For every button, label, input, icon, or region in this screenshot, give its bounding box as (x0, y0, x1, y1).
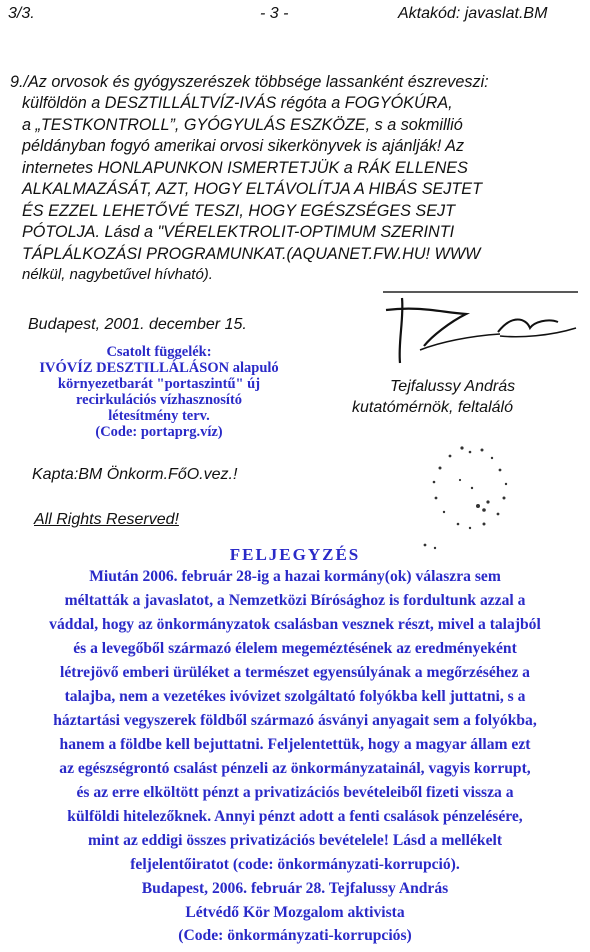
paragraph-line: külföldön a DESZTILLÁLTVÍZ-IVÁS régóta a FOGYÓKÚRA, (22, 94, 453, 112)
paragraph-line: a „TESTKONTROLL”, GYÓGYULÁS ESZKÖZE, s a sokmillió (22, 116, 463, 134)
date-place: Budapest, 2001. december 15. (28, 316, 247, 333)
rights-notice: All Rights Reserved! (34, 511, 179, 528)
signatory-name: Tejfalussy András (390, 378, 516, 395)
attachment-line: létesítmény terv. (108, 408, 210, 424)
note-line: háztartási vegyszerek földből származó ásványi anyagait sem a folyókba, (53, 712, 537, 729)
note-line: Létvédő Kör Mozgalom aktivista (185, 904, 405, 921)
paragraph-line: példányban fogyó amerikai orvosi sikerkönyvek is ajánlják! Az (22, 137, 465, 155)
note-line: feljelentőiratot (code: önkormányzati-korrupció). (130, 856, 460, 873)
file-code: Aktakód: javaslat.BM (398, 5, 548, 22)
paragraph-line: internetes HONLAPUNKON ISMERTETJÜK a RÁK ELLENES (22, 159, 468, 177)
note-line: mint az eddigi összes privatizációs bevételele! Lásd a mellékelt (87, 832, 503, 849)
recipient: Kapta:BM Önkorm.FőO.vez.! (32, 466, 238, 483)
handwritten-signature (380, 288, 580, 368)
attachment-line: környezetbarát "portaszintű" új (57, 376, 261, 392)
paragraph-line: 9./Az orvosok és gyógyszerészek többsége lassanként észreveszi: (10, 73, 489, 91)
page-number: - 3 - (260, 5, 289, 22)
attachment-line: Csatolt függelék: (106, 344, 212, 360)
paragraph-line: PÓTOLJA. Lásd a "VÉRELEKTROLIT-OPTIMUM SZERINTI (22, 223, 455, 241)
note-line: talajba, nem a vezetékes ivóvizet szolgáltató folyókba kell juttatni, s a (64, 688, 526, 705)
note-line: Budapest, 2006. február 28. Tejfalussy András (141, 880, 449, 897)
note-line: és az erre elköltött pénzt a privatizációs bevételeiből fizeti vissza a (76, 784, 514, 801)
stamp-mark (400, 440, 520, 550)
signatory-title: kutatómérnök, feltaláló (352, 399, 513, 416)
paragraph-line: TÁPLÁLKOZÁSI PROGRAMUNKAT.(AQUANET.FW.HU! WWW (22, 245, 481, 263)
note-line: hanem a földbe kell bejuttatni. Feljelentettük, hogy a magyar állam ezt (59, 736, 531, 753)
note-line: méltatták a javaslatot, a Nemzetközi Bírósághoz is fordultunk azzal a (64, 592, 526, 609)
paragraph-line: nélkül, nagybetűvel hívható). (22, 266, 213, 283)
note-line: (Code: önkormányzati-korrupciós) (178, 927, 412, 944)
paragraph-line: ALKALMAZÁSÁT, AZT, HOGY ELTÁVOLÍTJA A HIBÁS SEJTET (22, 180, 482, 198)
note-line: Miután 2006. február 28-ig a hazai kormány(ok) válaszra sem (89, 568, 501, 585)
attachment-line: recirkulációs vízhasznosító (75, 392, 243, 408)
note-line: külföldi hitelezőknek. Annyi pénzt adott a fenti csalások pénzelésére, (67, 808, 523, 825)
note-title: FELJEGYZÉS (229, 545, 361, 564)
attachment-line: (Code: portaprg.víz) (95, 424, 223, 440)
attachment-line: IVÓVÍZ DESZTILLÁLÁSON alapuló (39, 360, 279, 376)
note-line: és a levegőből származó élelem megeméztésének az eredményeként (73, 640, 517, 657)
page-fraction: 3/3. (8, 5, 35, 22)
note-line: váddal, hogy az önkormányzatok csalásban vesznek részt, mivel a talajból (49, 616, 541, 633)
note-line: létrejövő emberi ürüléket a természet egyensúlyának a megőrzéséhez a (60, 664, 530, 681)
paragraph-line: ÉS EZZEL LEHETŐVÉ TESZI, HOGY EGÉSZSÉGES SEJT (22, 202, 455, 220)
note-line: az egészségrontó csalást pénzeli az önkormányzatainál, vagyis korrupt, (59, 760, 531, 777)
